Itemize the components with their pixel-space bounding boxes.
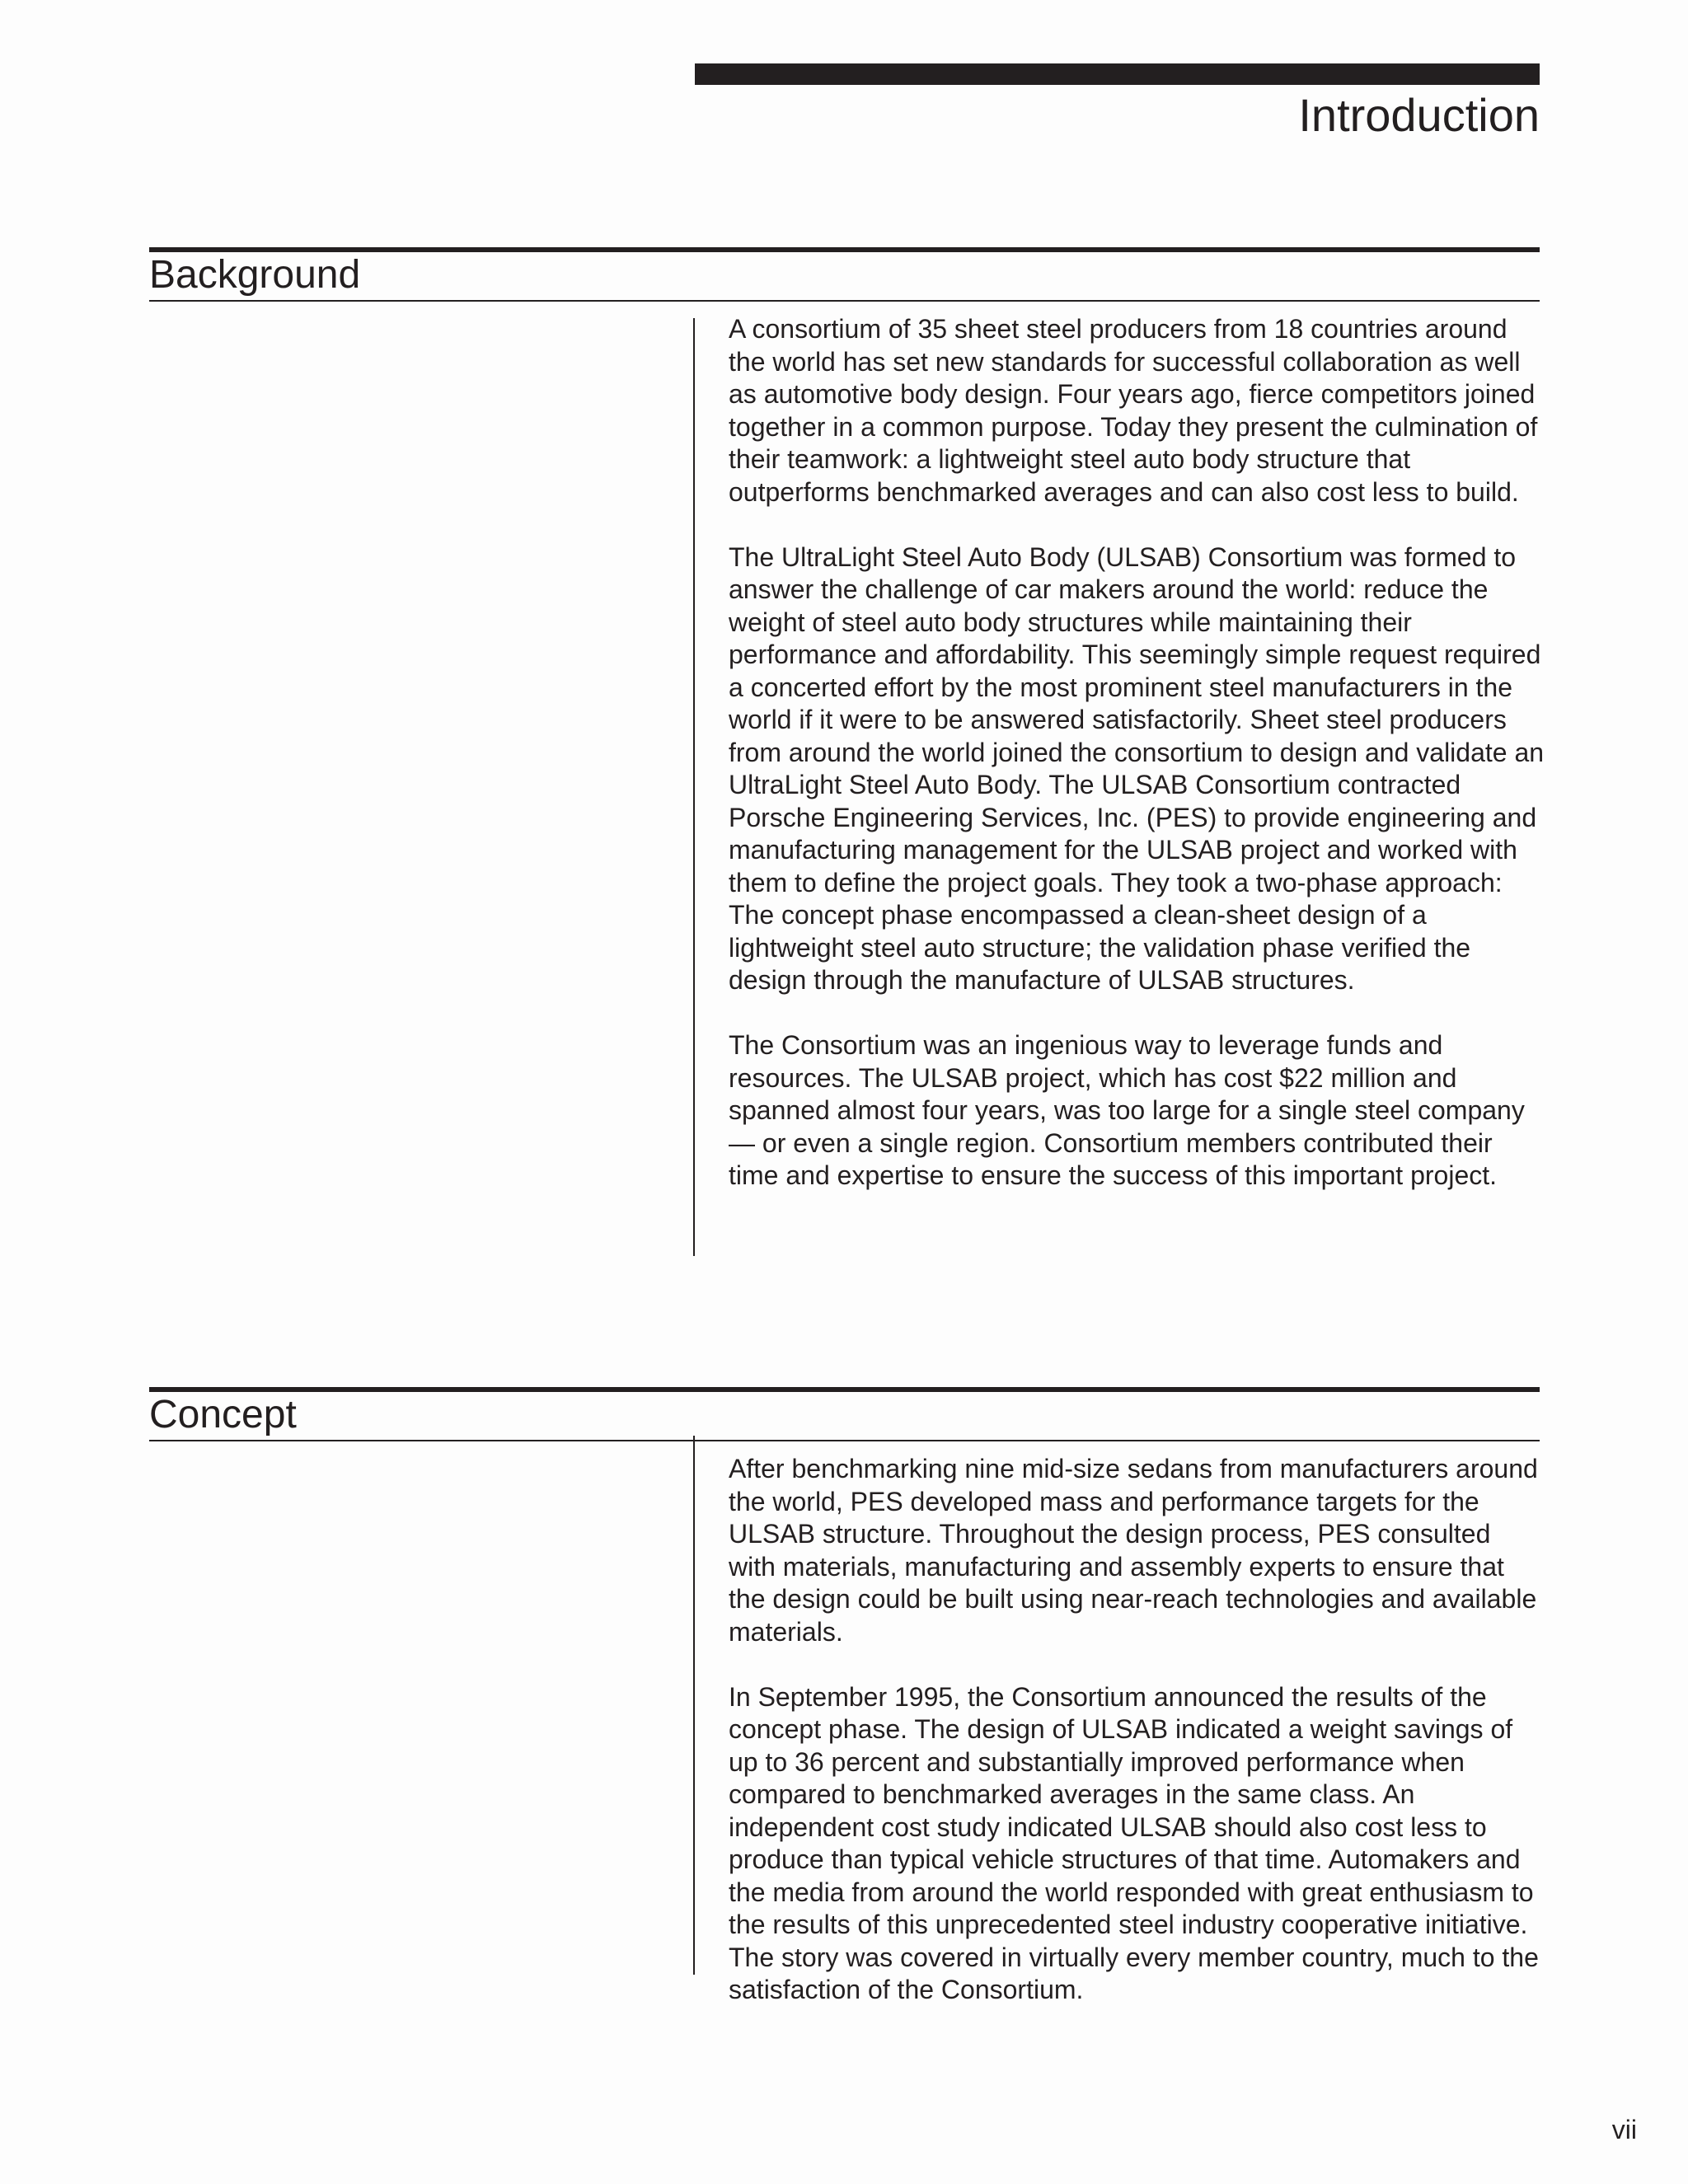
paragraph: The Consortium was an ingenious way to leverage funds and resources. The ULSAB project, which has cost $22 million and spanned almost four years, was too large for a single steel company — or even a single region. Consortium members contributed their time and expertise to ensure the success of this important project. [729, 1030, 1525, 1190]
paragraph: A consortium of 35 sheet steel producers from 18 countries around the world has set new standards for successful collaboration as well as automotive body design. Four years ago, fierce competitors joined together in a common purpose. Today they present the culmination of their teamwork: a lightweight steel auto body structure that outperforms benchmarked averages and can also cost less to build. [729, 314, 1538, 507]
margin-rule [693, 318, 695, 1256]
section-heading: Concept [149, 1393, 297, 1436]
section-rule-thin [149, 1440, 1540, 1441]
background-body [729, 313, 1545, 1225]
section-rule-thick [149, 1387, 1540, 1392]
section-heading: Background [149, 253, 361, 297]
concept-body [729, 1453, 1545, 2039]
chapter-title: Introduction [1298, 89, 1540, 141]
paragraph: After benchmarking nine mid-size sedans from manufacturers around the world, PES developed mass and performance targets for the ULSAB structure. Throughout the design process, PES consulted with materials, manufacturing and assembly experts to ensure that the design could be built using near-reach technologies and available materials. [729, 1454, 1538, 1647]
margin-rule [693, 1436, 695, 1975]
paragraph: In September 1995, the Consortium announced the results of the concept phase. The design of ULSAB indicated a weight savings of up to 36 percent and substantially improved performance when compared to benchmarked averages in the same class. An independent cost study indicated ULSAB should also cost less to produce than typical vehicle structures of that time. Automakers and the media from around the world responded with great enthusiasm to the results of this unprecedented steel industry cooperative initiative. The story was covered in virtually every member country, much to the satisfaction of the Consortium. [729, 1681, 1539, 2004]
header-bar [695, 63, 1540, 85]
section-rule-thin [149, 300, 1540, 302]
page-number: vii [1611, 2115, 1637, 2144]
paragraph: The UltraLight Steel Auto Body (ULSAB) Consortium was formed to answer the challenge of car makers around the world: reduce the weight of steel auto body structures while maintaining their performance and affordability. This seemingly simple request required a concerted effort by the most prominent steel manufacturers in the world if it were to be answered satisfactorily. Sheet steel producers from around the world joined the consortium to design and validate an UltraLight Steel Auto Body. The ULSAB Consortium contracted Porsche Engineering Services, Inc. (PES) to provide engineering and manufacturing management for the ULSAB project and worked with them to define the project goals. They took a two-phase approach: The concept phase encompassed a clean-sheet design of a lightweight steel auto structure; the validation phase verified the design through the manufacture of ULSAB structures. [729, 541, 1545, 995]
